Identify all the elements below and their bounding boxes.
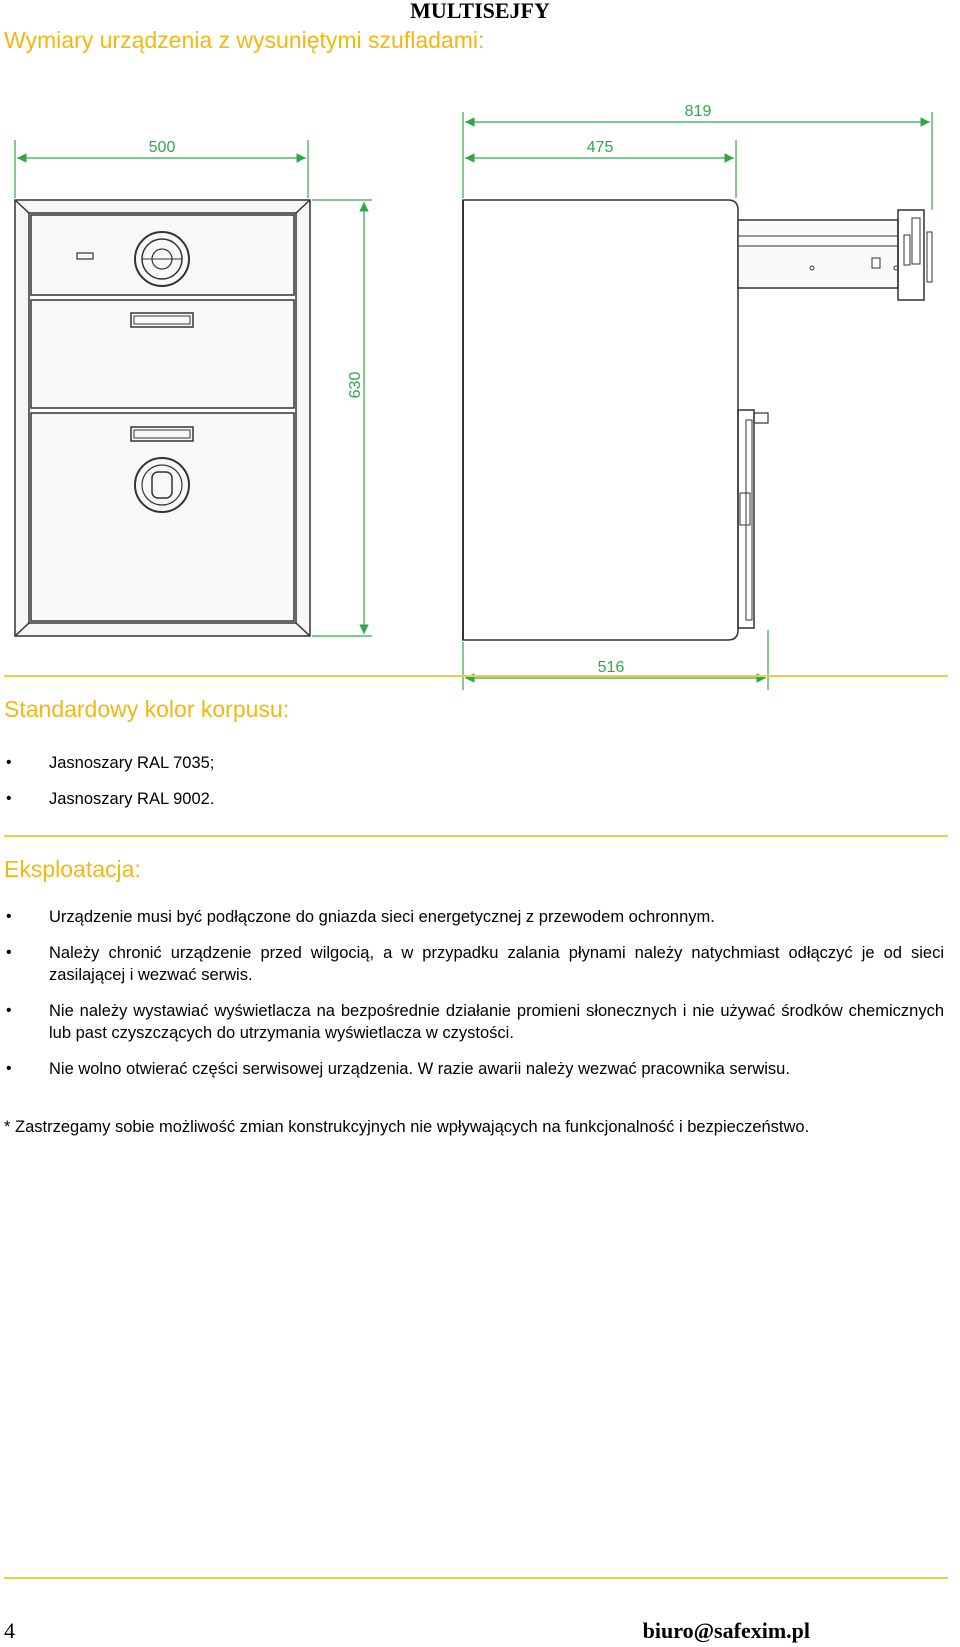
- color-list: [4, 752, 944, 810]
- dim-width-label: 500: [148, 139, 176, 156]
- side-view: [463, 200, 932, 640]
- list-item: • Nie wolno otwierać części serwisowej urządzenia. W razie awarii należy wezwać pracownika serwisu.: [6, 1060, 790, 1078]
- list-item: • Urządzenie musi być podłączone do gniazda sieci energetycznej z przewodem ochronnym.: [6, 908, 715, 926]
- front-view: [15, 200, 310, 636]
- list-item: • Należy chronić urządzenie przed wilgocią, a w przypadku zalania płynami należy natychmiast odłączyć je od sieci zasilającej i wezwać serwis.: [6, 944, 944, 984]
- dim-depth-bottom-label: 516: [597, 659, 625, 676]
- document-title: MULTISEJFY: [410, 0, 550, 23]
- disclaimer-note: * Zastrzegamy sobie możliwość zmian konstrukcyjnych nie wpływających na funkcjonalność i bezpieczeństwo.: [4, 1118, 810, 1136]
- list-item: • Nie należy wystawiać wyświetlacza na bezpośrednie działanie promieni słonecznych i nie używać środków chemicznych lub past czyszczących do utrzymania wyświetlacza w czystości.: [6, 1002, 944, 1042]
- operation-heading: Eksploatacja:: [4, 856, 141, 882]
- divider: [4, 835, 948, 837]
- dim-depth-extended-label: 819: [684, 103, 712, 120]
- page-number: 4: [4, 1618, 15, 1643]
- operation-list: [4, 906, 944, 1080]
- footer-divider: [4, 1577, 948, 1579]
- list-item: • Jasnoszary RAL 7035;: [6, 754, 215, 772]
- contact-email[interactable]: biuro@safexim.pl: [642, 1618, 810, 1643]
- list-item: • Jasnoszary RAL 9002.: [6, 790, 215, 808]
- dim-depth-body-label: 475: [586, 139, 614, 156]
- divider: [4, 675, 948, 677]
- dimension-drawing: [0, 60, 960, 690]
- dim-height-label: 630: [347, 371, 364, 399]
- dimensions-heading: Wymiary urządzenia z wysuniętymi szufladami:: [4, 27, 485, 53]
- color-heading: Standardowy kolor korpusu:: [4, 696, 290, 722]
